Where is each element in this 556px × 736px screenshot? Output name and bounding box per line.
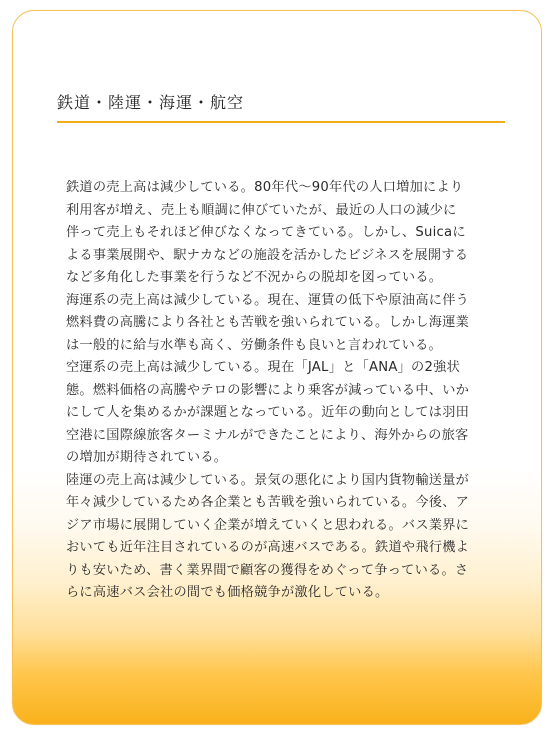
section-title: 鉄道・陸運・海運・航空 — [57, 93, 245, 112]
body-line: 鉄道の売上高は減少している。80年代〜90年代の人口増加により — [66, 180, 464, 195]
body-line: 空港に国際線旅客ターミナルができたことにより、海外からの旅客 — [66, 427, 469, 443]
body-line: よる事業展開や、駅ナカなどの施設を活かしたビジネスを展開する — [66, 247, 469, 263]
body-line: おいても近年注目されているのが高速バスである。鉄道や飛行機よ — [66, 540, 470, 555]
body-line: 空運系の売上高は減少している。現在「JAL」と「ANA」の2強状 — [66, 360, 461, 375]
body-line: 年々減少しているため各企業とも苦戦を強いられている。今後、ア — [66, 495, 470, 510]
body-line: は一般的に給与水準も高く、労働条件も良いと言われている。 — [66, 337, 442, 353]
body-line: りも安いため、書く業界間で顧客の獲得をめぐって争っている。さ — [66, 562, 469, 578]
article-body — [66, 177, 514, 605]
body-line: 海運系の売上高は減少している。現在、運賃の低下や原油高に伴う — [66, 292, 470, 308]
content-card — [12, 10, 542, 725]
body-line: 伴って売上もそれほど伸びなくなってきている。しかし、Suicaに — [66, 225, 466, 240]
body-line: の増加が期待されている。 — [66, 450, 228, 465]
body-line: にして人を集めるかが課題となっている。近年の動向としては羽田 — [66, 405, 470, 420]
body-line: らに高速バス会社の間でも価格競争が激化している。 — [66, 585, 389, 600]
body-line: など多角化した事業を行うなど不況からの脱却を図っている。 — [66, 270, 443, 285]
body-line: 陸運の売上高は減少している。景気の悪化により国内貨物輸送量が — [66, 472, 470, 488]
title-underline — [57, 121, 505, 123]
body-line: 利用客が増え、売上も順調に伸びていたが、最近の人口の減少に — [66, 202, 457, 218]
body-line: 態。燃料価格の高騰やテロの影響により乗客が減っている中、いか — [66, 382, 470, 398]
body-line: ジア市場に展開していく企業が増えていくと思われる。バス業界に — [66, 517, 470, 533]
body-line: 燃料費の高騰により各社とも苦戦を強いられている。しかし海運業 — [66, 315, 470, 330]
